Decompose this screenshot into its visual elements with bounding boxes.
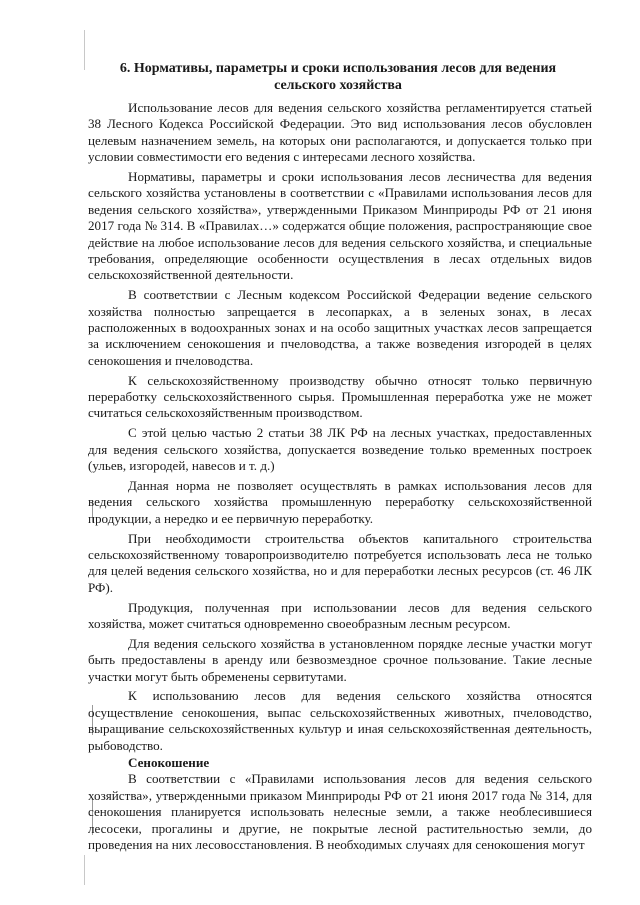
section-heading: 6. Нормативы, параметры и сроки использования лесов для ведения сельского хозяйства <box>119 61 557 93</box>
scan-edge-mark-bottom <box>84 855 85 885</box>
paragraph: Использование лесов для ведения сельского хозяйства регламентируется статьей 38 Лесного Кодекса Российской Федерации. Это вид использования лесов обусловлен целевым назначением земель, на которых они располагаются, и допускается только при условии совместимости его ведения с интересами лесного хозяйства. <box>88 100 592 165</box>
subsection-heading: Сенокошение <box>128 754 210 770</box>
paragraph: К использованию лесов для ведения сельского хозяйства относятся осуществление сенокошения, выпас сельскохозяйственных животных, пчеловодство, выращивание сельскохозяйственных культур и иная сельскохозяйственная деятельность, рыбоводство. <box>88 688 592 753</box>
paragraph: К сельскохозяйственному производству обычно относят только первичную переработку сельскохозяйственного сырья. Промышленная переработка уже не может считаться сельскохозяйственным производством. <box>88 372 592 421</box>
paragraph: При необходимости строительства объектов капитального строительства сельскохозяйственному товаропроизводителю потребуется использовать леса не только для целей ведения сельского хозяйства, но и для переработки лесных ресурсов (ст. 46 ЛК РФ). <box>88 530 592 595</box>
document-body <box>88 100 592 857</box>
paragraph: В соответствии с Лесным кодексом Российской Федерации ведение сельского хозяйства полностью запрещается в лесопарках, а в зеленых зонах, в лесах расположенных в водоохранных зонах и на особо защитных участках лесов запрещается за исключением сенокошения и пчеловодства, а также возведения изгородей в целях сенокошения и пчеловодства. <box>88 287 592 368</box>
paragraph: С этой целью частью 2 статьи 38 ЛК РФ на лесных участках, предоставленных для ведения сельского хозяйства, допускается возведение только временных построек (ульев, изгородей, навесов и т. д.) <box>88 425 592 474</box>
paragraph: Продукция, полученная при использовании лесов для ведения сельского хозяйства, может считаться одновременно своеобразным лесным ресурсом. <box>88 599 592 631</box>
paragraph: Нормативы, параметры и сроки использования лесов лесничества для ведения сельского хозяйства установлены в соответствии с «Правилами использования лесов для ведения сельского хозяйства», утвержденными Приказом Минприроды РФ от 21 июня 2017 года № 314. В «Правилах…» содержатся общие положения, распространяющие свое действие на любое использование лесов для ведения сельского хозяйства, и специальные требования, определяющие особенности осуществления в лесах отдельных видов сельскохозяйственной деятельности. <box>88 169 592 283</box>
paragraph: В соответствии с «Правилами использования лесов для ведения сельского хозяйства», утвержденными приказом Минприроды РФ от 21 июня 2017 года № 314, для сенокошения планируется использовать нелесные земли, а также необлесившиеся лесосеки, прогалины и другие, не покрытые лесной растительностью земли, до проведения на них лесовосстановления. В необходимых случаях для сенокошения могут <box>88 771 592 852</box>
paragraph: Данная норма не позволяет осуществлять в рамках использования лесов для ведения сельского хозяйства промышленную переработку сельскохозяйственной продукции, а нередко и ее первичную переработку. <box>88 477 592 526</box>
scan-edge-mark-top <box>84 30 85 70</box>
paragraph: Для ведения сельского хозяйства в установленном порядке лесные участки могут быть предоставлены в аренду или безвозмездное срочное пользование. Такие лесные участки могут быть обременены сервитутами. <box>88 635 592 684</box>
